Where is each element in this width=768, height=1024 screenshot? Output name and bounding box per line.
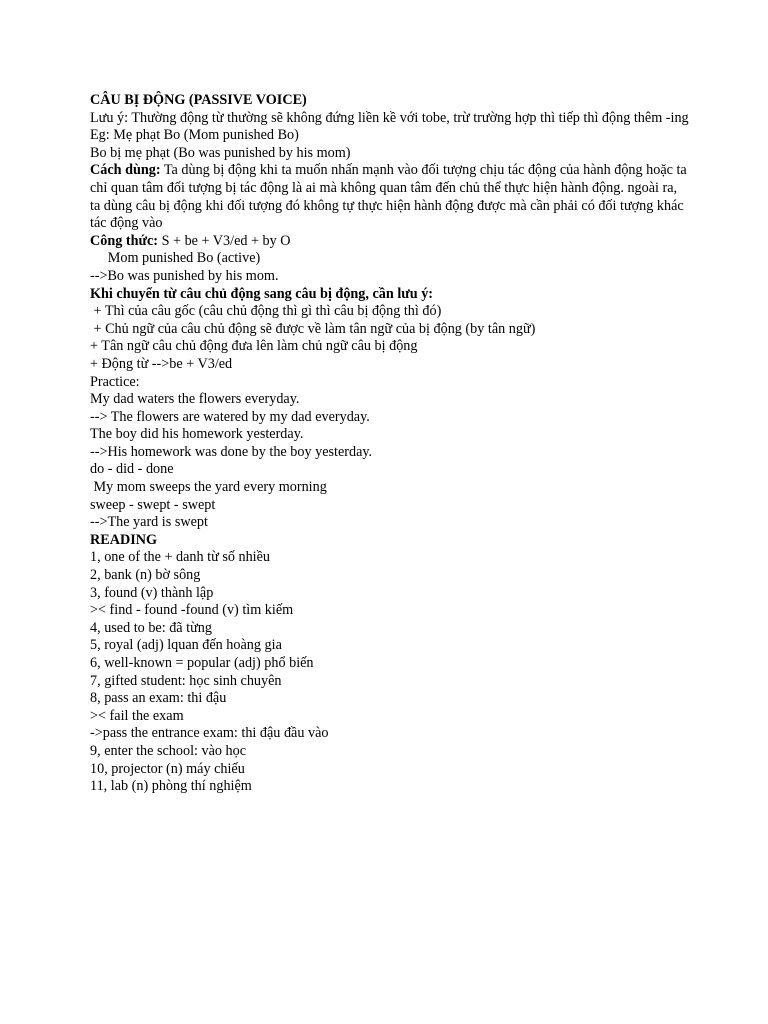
formula-text: S + be + V3/ed + by O [158,232,291,249]
conversion-rule: + Động từ -->be + V3/ed [90,355,233,372]
practice-line: My dad waters the flowers everyday. [90,391,300,408]
formula-example-passive: -->Bo was punished by his mom. [90,267,279,284]
note-line: Lưu ý: Thường động từ thường sẽ không đứng liền kề với tobe, trừ trường hợp thì tiếp thì động thêm -ing [90,109,689,126]
practice-line: -->The yard is swept [90,514,208,531]
example-active-line: Eg: Mẹ phạt Bo (Mom punished Bo) [90,127,299,144]
practice-line: sweep - swept - swept [90,496,216,513]
usage-paragraph [90,162,690,232]
practice-line: -->His homework was done by the boy yesterday. [90,443,373,460]
reading-item: >< fail the exam [90,707,184,724]
usage-text: Ta dùng bị động khi ta muốn nhấn mạnh vào đối tượng chịu tác động của hành động hoặc ta chỉ quan tâm đối tượng bị tác động là ai mà không quan tâm đến chủ thể thực hiện hành động. ngoài ra, ta dùng câu bị động khi đối tượng đó không tự thực hiện hành động được mà cần phải có đối tượng khác tác động vào [90,162,687,232]
reading-item: ->pass the entrance exam: thi đậu đầu vào [90,725,329,742]
formula-line [90,233,690,251]
practice-line: The boy did his homework yesterday. [90,426,304,443]
reading-heading: READING [90,531,158,548]
practice-line: My mom sweeps the yard every morning [90,479,327,496]
practice-line: --> The flowers are watered by my dad everyday. [90,408,370,425]
reading-item: 4, used to be: đã từng [90,619,212,636]
conversion-rule: + Chủ ngữ của câu chủ động sẽ được về làm tân ngữ của bị động (by tân ngữ) [90,320,536,337]
reading-item: 10, projector (n) máy chiếu [90,760,245,777]
reading-item: 1, one of the + danh từ số nhiều [90,549,270,566]
reading-item: 9, enter the school: vào học [90,742,247,759]
reading-item: 3, found (v) thành lập [90,584,214,601]
conversion-rule: + Tân ngữ câu chủ động đưa lên làm chủ ngữ câu bị động [90,338,418,355]
formula-label: Công thức: [90,232,159,249]
document-title: CÂU BỊ ĐỘNG (PASSIVE VOICE) [90,92,307,108]
reading-item: 8, pass an exam: thi đậu [90,690,227,707]
usage-label: Cách dùng: [90,162,161,179]
conversion-rule: + Thì của câu gốc (câu chủ động thì gì thì câu bị động thì đó) [90,303,442,320]
reading-item: 5, royal (adj) lquan đến hoàng gia [90,637,282,654]
reading-item: >< find - found -found (v) tìm kiếm [90,602,294,619]
practice-label: Practice: [90,373,140,390]
reading-item: 6, well-known = popular (adj) phổ biến [90,655,314,671]
reading-item: 7, gifted student: học sinh chuyên [90,672,282,689]
conversion-heading: Khi chuyển từ câu chủ động sang câu bị động, cần lưu ý: [90,285,434,302]
document-page [90,92,690,796]
reading-item: 2, bank (n) bờ sông [90,567,201,584]
practice-line: do - did - done [90,461,174,478]
reading-item: 11, lab (n) phòng thí nghiệm [90,778,252,795]
example-passive-line: Bo bị mẹ phạt (Bo was punished by his mom) [90,144,351,161]
formula-example-active: Mom punished Bo (active) [90,250,261,267]
